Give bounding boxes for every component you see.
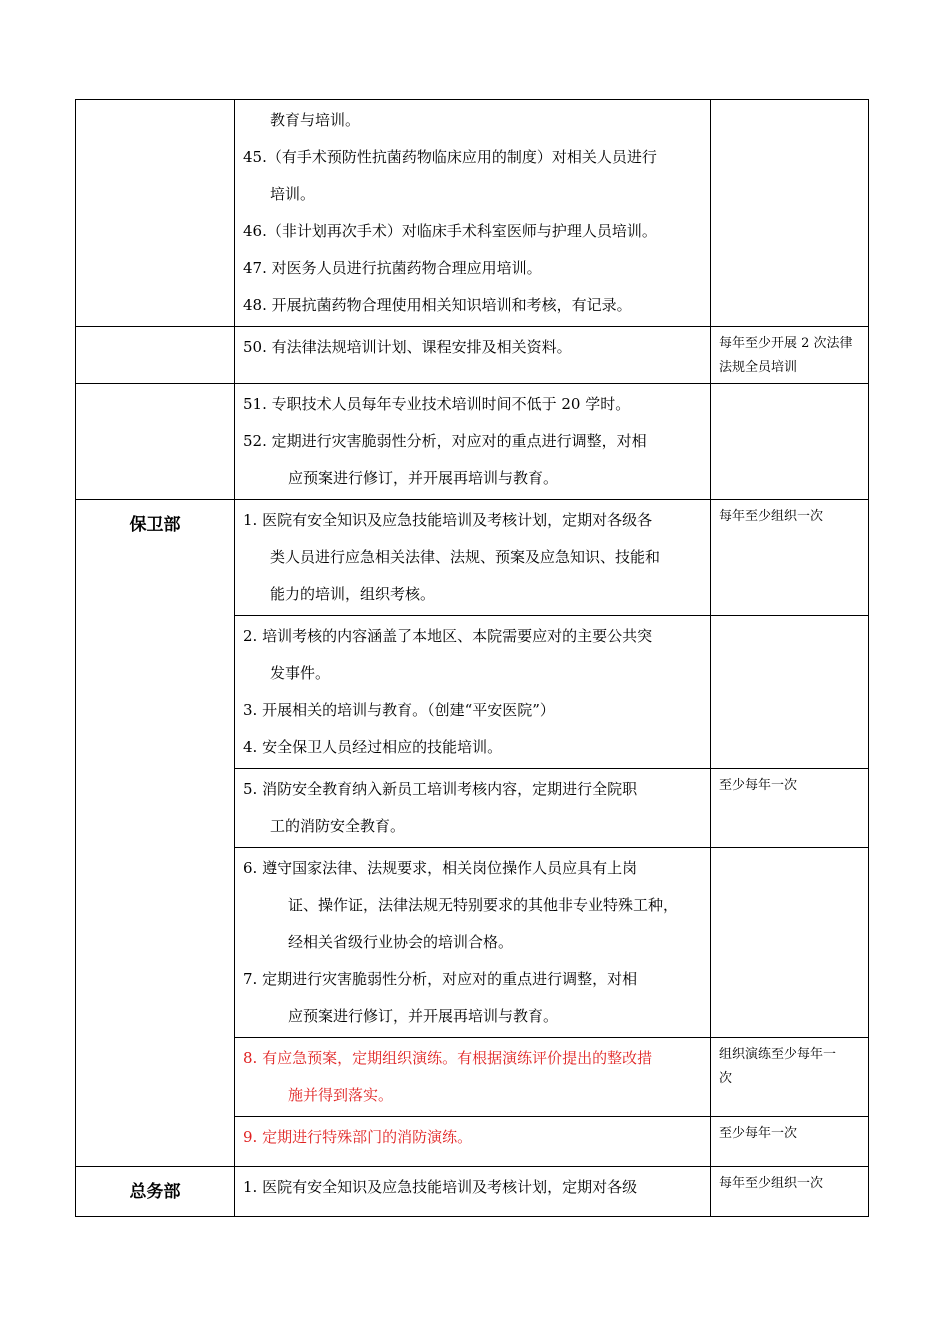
content-line: 培训。 bbox=[270, 185, 316, 203]
content-line: 工的消防安全教育。 bbox=[270, 817, 406, 835]
content-cell bbox=[235, 616, 711, 769]
content-line: 8. 有应急预案，定期组织演练。有根据演练评价提出的整改措 bbox=[243, 1049, 653, 1067]
frequency-cell bbox=[711, 384, 869, 500]
content-line: 3. 开展相关的培训与教育。（创建“平安医院”） bbox=[243, 701, 555, 719]
content-line: 应预案进行修订，并开展再培训与教育。 bbox=[288, 1007, 559, 1025]
content-line: 1. 医院有安全知识及应急技能培训及考核计划，定期对各级 bbox=[243, 1178, 638, 1196]
content-line: 2. 培训考核的内容涵盖了本地区、本院需要应对的主要公共突 bbox=[243, 627, 653, 645]
frequency-note: 次 bbox=[719, 1071, 733, 1086]
frequency-cell bbox=[711, 1038, 869, 1117]
content-line: 4. 安全保卫人员经过相应的技能培训。 bbox=[243, 738, 503, 756]
frequency-note: 每年至少组织一次 bbox=[711, 1167, 869, 1217]
frequency-note: 至少每年一次 bbox=[711, 1117, 869, 1167]
content-cell bbox=[235, 327, 711, 384]
department-cell bbox=[76, 100, 235, 327]
content-cell bbox=[235, 100, 711, 327]
frequency-cell bbox=[711, 100, 869, 327]
content-cell bbox=[235, 1167, 711, 1217]
department-cell bbox=[76, 384, 235, 500]
content-line: 施并得到落实。 bbox=[288, 1086, 394, 1104]
department-name: 总务部 bbox=[76, 1167, 235, 1217]
content-line: 52. 定期进行灾害脆弱性分析，对应对的重点进行调整，对相 bbox=[243, 432, 647, 450]
table-row bbox=[76, 1167, 869, 1217]
table-row bbox=[76, 384, 869, 500]
content-line: 发事件。 bbox=[270, 664, 331, 682]
frequency-note: 每年至少开展 2 次法律 bbox=[719, 336, 853, 351]
content-line: 能力的培训，组织考核。 bbox=[270, 585, 436, 603]
content-line: 经相关省级行业协会的培训合格。 bbox=[288, 933, 514, 951]
training-requirements-table bbox=[75, 99, 869, 1217]
content-line: 6. 遵守国家法律、法规要求，相关岗位操作人员应具有上岗 bbox=[243, 859, 638, 877]
content-line: 7. 定期进行灾害脆弱性分析，对应对的重点进行调整，对相 bbox=[243, 970, 638, 988]
content-cell bbox=[235, 1117, 711, 1167]
content-line: 47. 对医务人员进行抗菌药物合理应用培训。 bbox=[243, 259, 542, 277]
content-cell bbox=[235, 384, 711, 500]
table-row bbox=[76, 100, 869, 327]
table-row bbox=[76, 500, 869, 616]
content-line: 1. 医院有安全知识及应急技能培训及考核计划，定期对各级各 bbox=[243, 511, 653, 529]
content-line: 应预案进行修订，并开展再培训与教育。 bbox=[288, 469, 559, 487]
frequency-note: 法规全员培训 bbox=[719, 360, 798, 375]
content-line: 50. 有法律法规培训计划、课程安排及相关资料。 bbox=[243, 338, 572, 356]
frequency-cell bbox=[711, 616, 869, 769]
content-line: 类人员进行应急相关法律、法规、预案及应急知识、技能和 bbox=[270, 548, 661, 566]
content-line: 45.（有手术预防性抗菌药物临床应用的制度）对相关人员进行 bbox=[243, 148, 657, 166]
content-line: 证、操作证，法律法规无特别要求的其他非专业特殊工种， bbox=[288, 896, 679, 914]
frequency-cell bbox=[711, 327, 869, 384]
department-cell bbox=[76, 327, 235, 384]
content-line: 教育与培训。 bbox=[270, 111, 361, 129]
content-cell bbox=[235, 1038, 711, 1117]
content-line: 5. 消防安全教育纳入新员工培训考核内容，定期进行全院职 bbox=[243, 780, 638, 798]
content-line: 48. 开展抗菌药物合理使用相关知识培训和考核，有记录。 bbox=[243, 296, 632, 314]
table-row bbox=[76, 327, 869, 384]
frequency-note: 组织演练至少每年一 bbox=[719, 1047, 837, 1062]
department-name: 保卫部 bbox=[76, 500, 235, 1167]
content-line: 51. 专职技术人员每年专业技术培训时间不低于 20 学时。 bbox=[243, 395, 631, 413]
content-line: 46.（非计划再次手术）对临床手术科室医师与护理人员培训。 bbox=[243, 222, 657, 240]
content-line: 9. 定期进行特殊部门的消防演练。 bbox=[243, 1128, 473, 1146]
content-cell bbox=[235, 769, 711, 848]
content-cell bbox=[235, 500, 711, 616]
frequency-cell bbox=[711, 848, 869, 1038]
frequency-note: 每年至少组织一次 bbox=[711, 500, 869, 616]
content-cell bbox=[235, 848, 711, 1038]
frequency-note: 至少每年一次 bbox=[711, 769, 869, 848]
